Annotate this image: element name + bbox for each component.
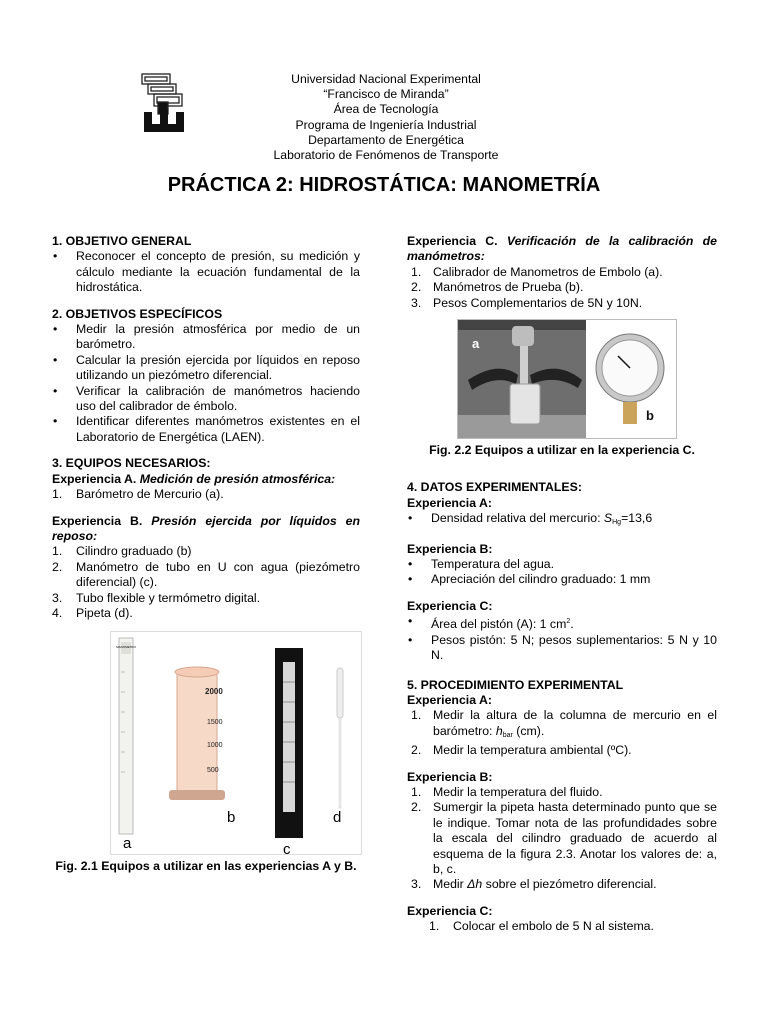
list-item: • Apreciación del cilindro graduado: 1 mm (407, 572, 717, 587)
institution-header (200, 72, 572, 163)
list-item: • Calcular la presión ejercida por líquidos en reposo utilizando un piezómetro diferencial. (52, 353, 360, 384)
numbered-list (407, 265, 717, 311)
subsection-heading: Experiencia B: (407, 541, 493, 556)
figure-label-b: b (646, 408, 654, 424)
equipment-photo-ab (111, 632, 361, 854)
subsection-heading: Experiencia A: (407, 692, 492, 707)
numbered-list (52, 487, 360, 502)
list-item: 1. Medir la altura de la columna de mercurio en el barómetro: $h_{bar}$ (cm). (411, 708, 717, 739)
list-item: • Identificar diferentes manómetros existentes en el Laboratorio de Energética (LAEN). (52, 414, 360, 445)
section-heading: 5. PROCEDIMIENTO EXPERIMENTAL (407, 677, 624, 692)
subsection-heading: Experiencia A: (407, 495, 492, 510)
header-line: Programa de Ingeniería Industrial (295, 117, 477, 132)
subsection-heading: Experiencia B. Presión ejercida por líquidos en reposo: (52, 513, 360, 543)
subsection-heading: Experiencia C: (407, 598, 493, 613)
right-column (407, 234, 717, 935)
cylinder-mark: 2000 (205, 687, 223, 697)
section-heading: 1. OBJETIVO GENERAL (52, 234, 192, 248)
header-line: Departamento de Energética (308, 132, 464, 147)
list-item: • Verificar la calibración de manómetros haciendo uso del calibrador de émbolo. (52, 384, 360, 415)
numbered-list (407, 919, 717, 934)
figure-label-c: c (283, 841, 291, 855)
list-item: 3. Medir Δh sobre el piezómetro diferencial. (411, 877, 657, 892)
list-item: 4. Pipeta (d). (52, 605, 133, 620)
figure-label-a: a (123, 835, 132, 853)
subsection-heading: Experiencia B: (407, 769, 493, 784)
list-item: • Densidad relativa del mercurio: $S_{Hg}=13,6$ (407, 511, 717, 530)
list-item: 1. Colocar el embolo de 5 N al sistema. (429, 919, 654, 934)
section-heading: 2. OBJETIVOS ESPECÍFICOS (52, 306, 223, 321)
document-title: PRÁCTICA 2: HIDROSTÁTICA: MANOMETRÍA (167, 174, 601, 196)
list-item: 1. Cilindro graduado (b) (52, 544, 192, 559)
list-item: 2. Medir la temperatura ambiental (ºC). (411, 743, 632, 758)
list-item: • Reconocer el concepto de presión, su medición y cálculo mediante la ecuación fundamental de la hidrostática. (52, 249, 360, 295)
section-heading: 3. EQUIPOS NECESARIOS: (52, 456, 211, 471)
list-item: 1. Medir la temperatura del fluido. (411, 784, 603, 799)
header-line: Laboratorio de Fenómenos de Transporte (273, 148, 499, 163)
figure-label-d: d (333, 809, 342, 827)
list-item: • Pesos pistón: 5 N; pesos suplementarios: 5 N y 10 N. (407, 633, 717, 664)
numbered-list (52, 544, 360, 621)
header-line: Área de Tecnología (333, 102, 439, 117)
subsection-heading: Experiencia C. Verificación de la calibración de manómetros: (407, 234, 717, 264)
list-item: 2. Sumergir la pipeta hasta determinado punto que se le indique. Tomar nota de las profundidades sobre la escala del cilindro graduado de acuerdo al esquema de la figura 2.3. Anotar los valores de: a, b, c. (411, 800, 717, 876)
bullet-list (407, 614, 717, 663)
bullet-list (407, 557, 717, 588)
list-item: 1. Barómetro de Mercurio (a). (52, 487, 224, 502)
list-item: 2. Manómetro de tubo en U con agua (piezómetro diferencial) (c). (52, 559, 360, 590)
equipment-photo-c (458, 320, 676, 438)
list-item: 3. Pesos Complementarios de 5N y 10N. (411, 295, 643, 310)
list-item: 1. Calibrador de Manometros de Embolo (a). (411, 264, 663, 279)
list-item: 3. Tubo flexible y termómetro digital. (52, 590, 261, 605)
bullet-list (52, 249, 360, 295)
figure-label-a: a (472, 336, 480, 352)
header-line: “Francisco de Miranda” (323, 87, 449, 102)
numbered-list (407, 785, 717, 893)
numbered-list (407, 708, 717, 758)
figure-caption: Fig. 2.1 Equipos a utilizar en las experiencias A y B. (55, 859, 357, 874)
subsection-heading: Experiencia C: (407, 903, 493, 918)
university-logo (140, 72, 188, 138)
section-heading: 4. DATOS EXPERIMENTALES: (407, 480, 582, 495)
figure-2-1 (110, 631, 362, 855)
cylinder-mark: 1500 (207, 719, 223, 727)
bullet-list (407, 511, 717, 530)
cylinder-mark: 1000 (207, 742, 223, 750)
figure-2-2 (457, 319, 677, 439)
header-line: Universidad Nacional Experimental (291, 72, 481, 86)
figure-caption: Fig. 2.2 Equipos a utilizar en la experiencia C. (429, 443, 695, 458)
barometer-label: MANOMETRO (116, 645, 136, 650)
list-item: • Medir la presión atmosférica por medio de un barómetro. (52, 322, 360, 353)
list-item: • Área del pistón (A): 1 $cm^2$. (407, 614, 717, 632)
list-item: • Temperatura del agua. (407, 557, 717, 572)
figure-label-b: b (227, 809, 236, 827)
list-item: 2. Manómetros de Prueba (b). (411, 280, 584, 295)
subsection-heading: Experiencia A. Medición de presión atmosférica: (52, 471, 336, 486)
left-column (52, 234, 360, 875)
cylinder-mark: 500 (207, 767, 219, 775)
bullet-list (52, 322, 360, 445)
